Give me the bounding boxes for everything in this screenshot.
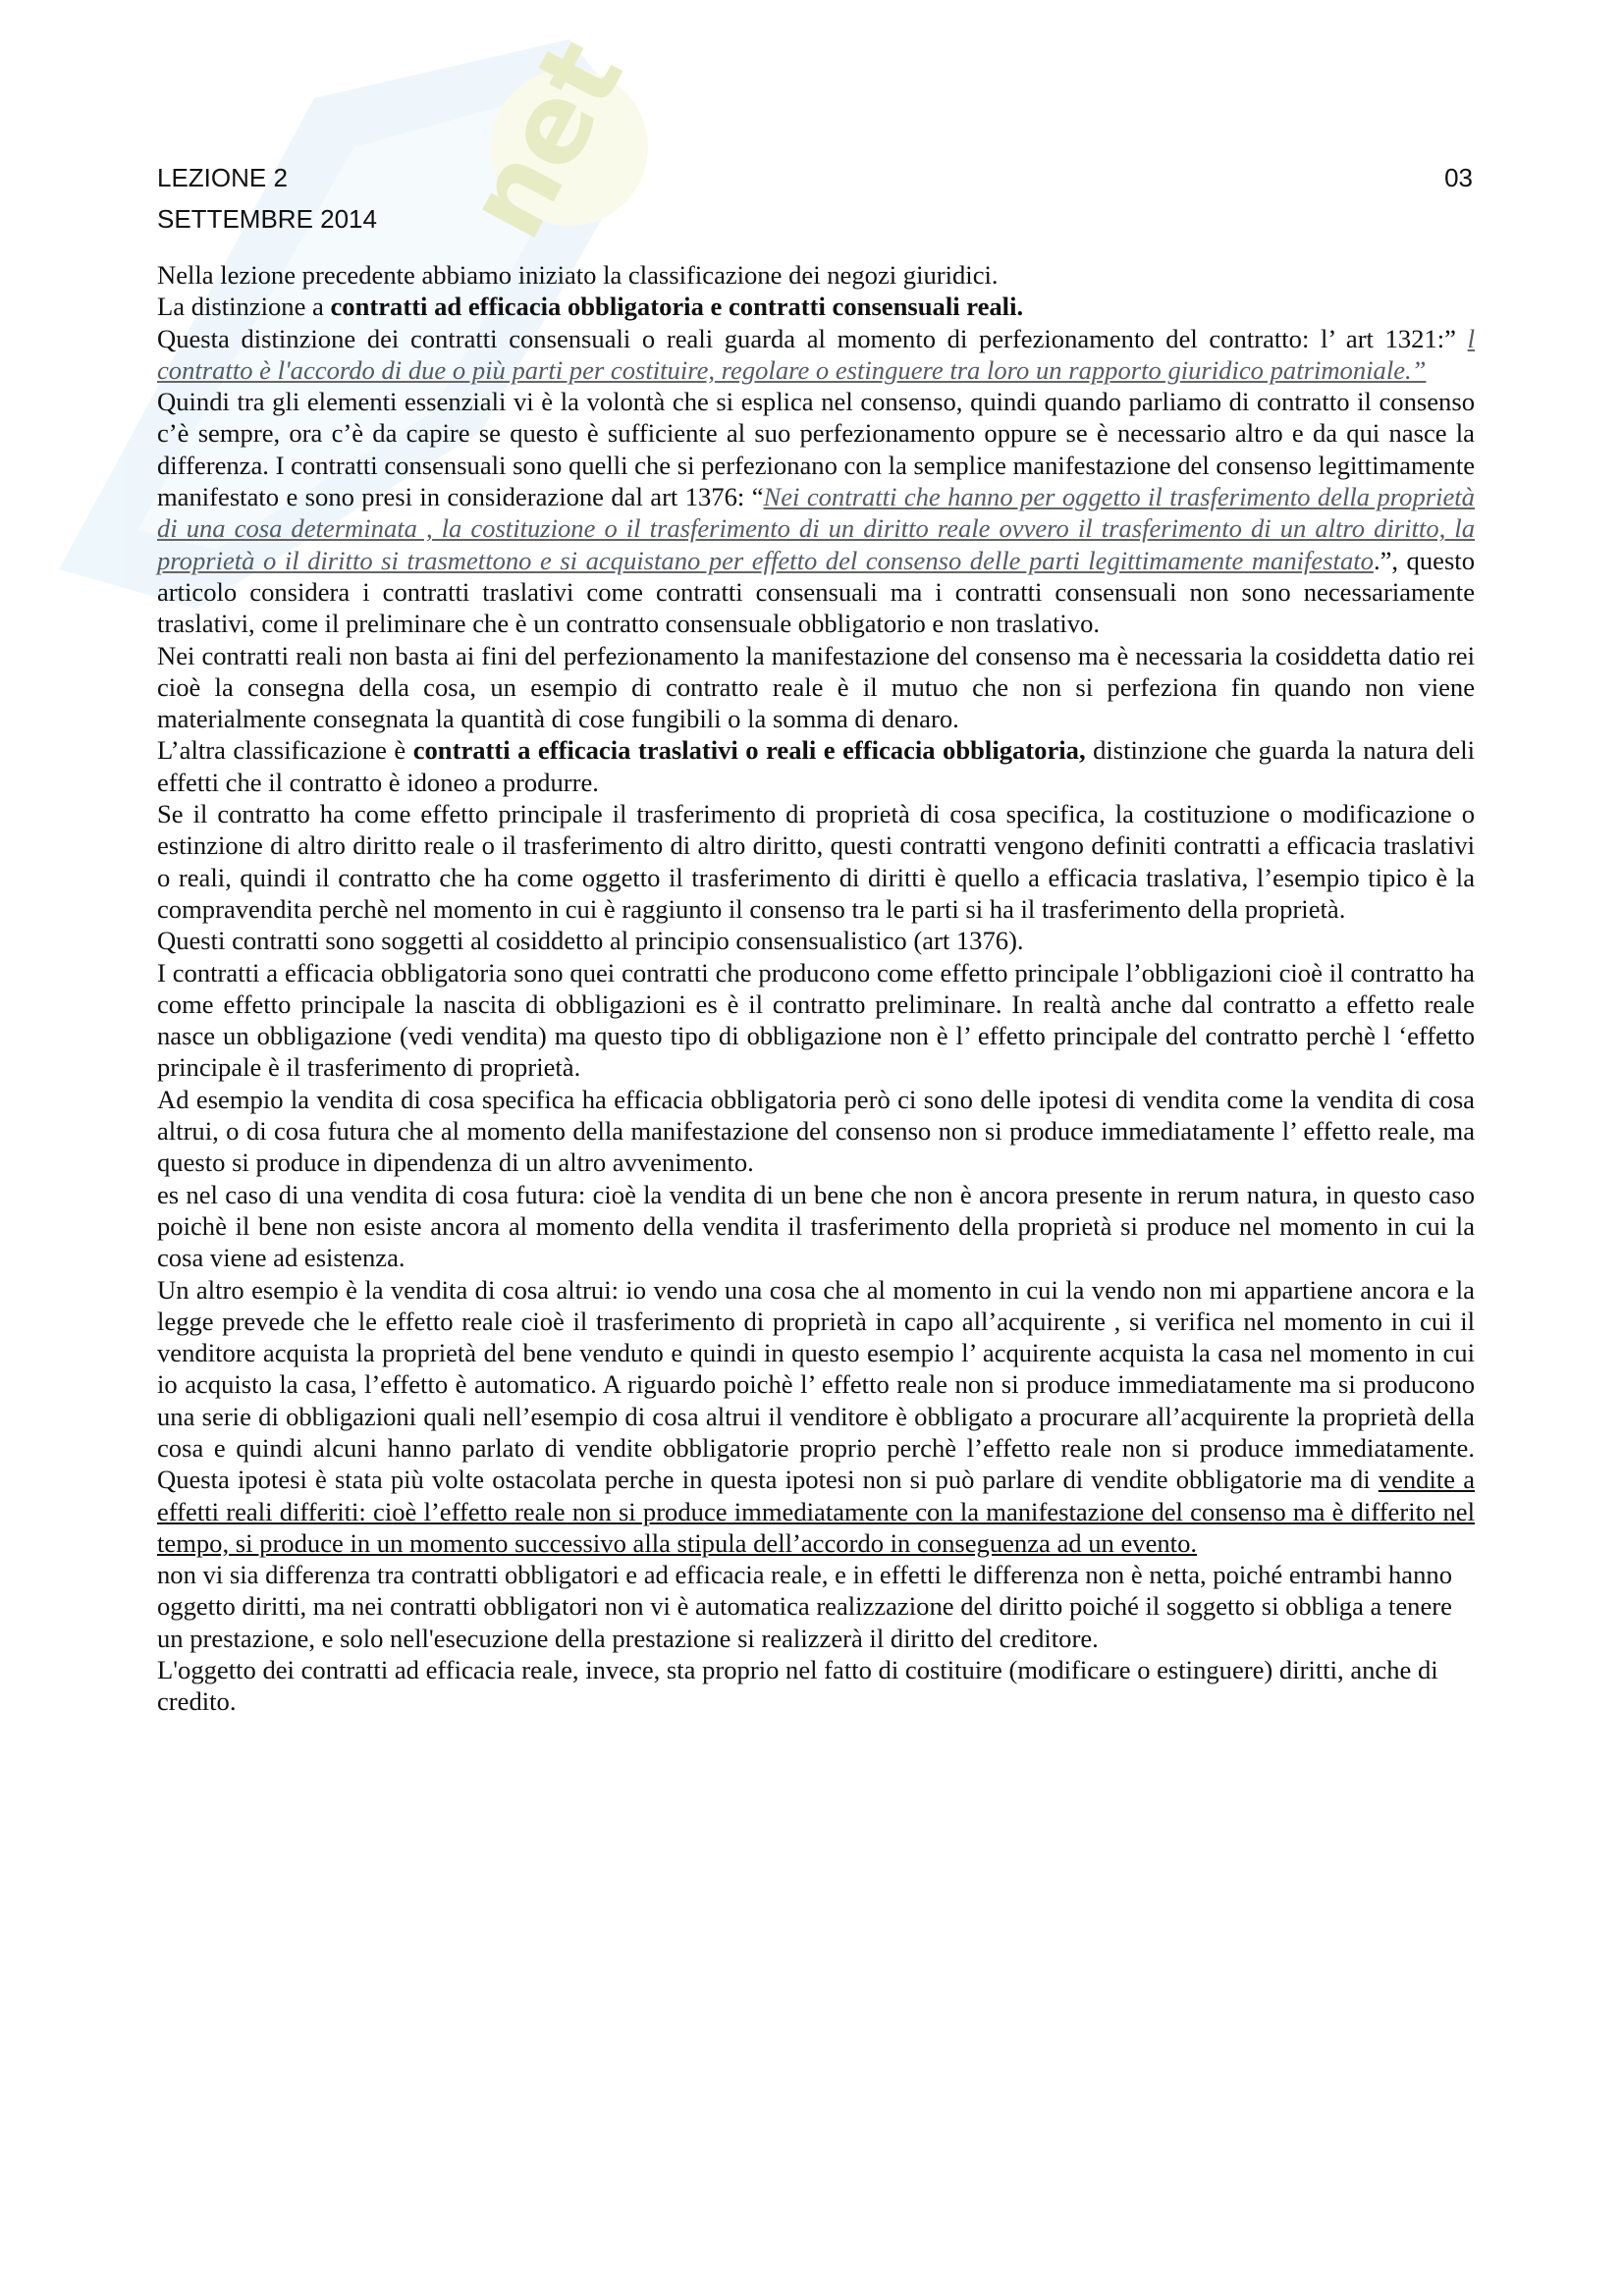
paragraph: I contratti a efficacia obbligatoria sono quei contratti che producono come effetto principale l’obbligazioni cioè il contratto ha come effetto principale la nascita di obbligazioni es è il contratto preliminare. In realtà anche dal contratto a effetto reale nasce un obbligazione (vedi vendita) ma questo tipo di obbligazione non è l’ effetto principale del contratto perchè l ‘effetto principale è il trasferimento di proprietà. [157,957,1475,1083]
paragraph: es nel caso di una vendita di cosa futura: cioè la vendita di un bene che non è ancora presente in rerum natura, in questo caso poichè il bene non esiste ancora al momento della vendita il trasferimento della proprietà si produce nel momento in cui la cosa viene ad esistenza. [157,1179,1475,1273]
lesson-body [157,259,1475,1718]
paragraph: Un altro esempio è la vendita di cosa altrui: io vendo una cosa che al momento in cui la vendo non mi appartiene ancora e la legge prevede che le effetto reale cioè il trasferimento di proprietà in capo all’acquirente , si verifica nel momento in cui il venditore acquista la proprietà del bene venduto e quindi in questo esempio l’ acquirente acquista la casa nel momento in cui io acquisto la casa, l’effetto è automatico. A riguardo poichè l’ effetto reale non si produce immediatamente ma si producono una serie di obbligazioni quali nell’esempio di cosa altrui il venditore è obbligato a procurare all’acquirente la proprietà della cosa e quindi alcuni hanno parlato di vendite obbligatorie proprio perchè l’effetto reale non si produce immediatamente. Questa ipotesi è stata più volte ostacolata perche in questa ipotesi non si può parlare di vendite obbligatorie ma di vendite a effetti reali differiti: cioè l’effetto reale non si produce immediatamente con la manifestazione del consenso ma è differito nel tempo, si produce in un momento successivo alla stipula dell’accordo in conseguenza ad un evento. [157,1274,1475,1558]
lesson-title: LEZIONE 2 [157,163,288,192]
paragraph: Nella lezione precedente abbiamo iniziato la classificazione dei negozi giuridici. [157,260,999,290]
underlined-definition: vendite a effetti reali differiti: cioè l’effetto reale non si produce immediatamente con la manifestazione del consenso ma è differito nel tempo, si produce in un momento successivo alla stipula dell’accordo in conseguenza ad un evento. [157,1465,1475,1558]
watermark-text: net [441,20,648,258]
paragraph: L'oggetto dei contratti ad efficacia reale, invece, sta proprio nel fatto di costituire (modificare o estinguere) diritti, anche di credito. [157,1655,1438,1717]
paragraph: L’altra classificazione è contratti a efficacia traslativi o reali e efficacia obbligatoria, distinzione che guarda la natura deli effetti che il contratto è idoneo a produrre. [157,735,1476,797]
paragraph: Ad esempio la vendita di cosa specifica ha efficacia obbligatoria però ci sono delle ipotesi di vendita come la vendita di cosa altrui, o di cosa futura che al momento della manifestazione del consenso non si produce immediatamente l’ effetto reale, ma questo si produce in dipendenza di un altro avvenimento. [157,1084,1475,1178]
paragraph: Questa distinzione dei contratti consensuali o reali guarda al momento di perfezionamento del contratto: l’ art 1321:” l contratto è l'accordo di due o più parti per costituire, regolare o estinguere tra loro un rapporto giuridico patrimoniale.” [157,323,1475,385]
lesson-header [157,157,1473,240]
paragraph: Questi contratti sono soggetti al cosiddetto al principio consensualistico (art 1376). [157,926,1024,956]
bold-term: contratti ad efficacia obbligatoria e contratti consensuali reali. [330,292,1024,322]
bold-term: contratti a efficacia traslativi o reali e efficacia obbligatoria, [412,735,1086,766]
paragraph: Quindi tra gli elementi essenziali vi è la volontà che si esplica nel consenso, quindi quando parliamo di contratto il consenso c’è sempre, ora c’è da capire se questo è sufficiente al suo perfezionamento oppure se è necessario altro e da qui nasce la differenza. I contratti consensuali sono quelli che si perfezionano con la semplice manifestazione del consenso legittimamente manifestato e sono presi in considerazione dal art 1376: “Nei contratti che hanno per oggetto il trasferimento della proprietà di una cosa determinata , la costituzione o il trasferimento di un diritto reale ovvero il trasferimento di un altro diritto, la proprietà o il diritto si trasmettono e si acquistano per effetto del consenso delle parti legittimamente manifestato.”, questo articolo considera i contratti traslativi come contratti consensuali ma i contratti consensuali non sono necessariamente traslativi, come il preliminare che è un contratto consensuale obbligatorio e non traslativo. [157,387,1476,639]
paragraph: La distinzione a contratti ad efficacia obbligatoria e contratti consensuali reali. [157,292,1024,322]
lesson-day: 03 [1444,163,1473,192]
paragraph: non vi sia differenza tra contratti obbligatori e ad efficacia reale, e in effetti le differenza non è netta, poiché entrambi hanno oggetto diritti, ma nei contratti obbligatori non vi è automatica realizzazione del diritto poiché il soggetto si obbliga a tenere un prestazione, e solo nell'esecuzione della prestazione si realizzerà il diritto del creditore. [157,1560,1453,1653]
quoted-article: Nei contratti che hanno per oggetto il trasferimento della proprietà di una cosa determinata , la costituzione o il trasferimento di un diritto reale ovvero il trasferimento di un altro diritto, la proprietà o il diritto si trasmettono e si acquistano per effetto del consenso delle parti legittimamente manifestato [157,482,1475,575]
paragraph: Nei contratti reali non basta ai fini del perfezionamento la manifestazione del consenso ma è necessaria la cosiddetta datio rei cioè la consegna della cosa, un esempio di contratto reale è il mutuo che non si perfeziona fin quando non viene materialmente consegnata la quantità di cose fungibili o la somma di denaro. [157,640,1475,734]
quoted-article: l contratto è l'accordo di due o più parti per costituire, regolare o estinguere tra loro un rapporto giuridico patrimoniale.” [157,323,1475,385]
paragraph: Se il contratto ha come effetto principale il trasferimento di proprietà di cosa specifica, la costituzione o modificazione o estinzione di altro diritto reale o il trasferimento di altro diritto, questi contratti vengono definiti contratti a efficacia traslativi o reali, quindi il contratto che ha come oggetto il trasferimento di diritti è quello a efficacia traslativa, l’esempio tipico è la compravendita perchè nel momento in cui è raggiunto il consenso tra le parti si ha il trasferimento della proprietà. [157,799,1475,924]
lesson-month-year: SETTEMBRE 2014 [157,204,377,234]
